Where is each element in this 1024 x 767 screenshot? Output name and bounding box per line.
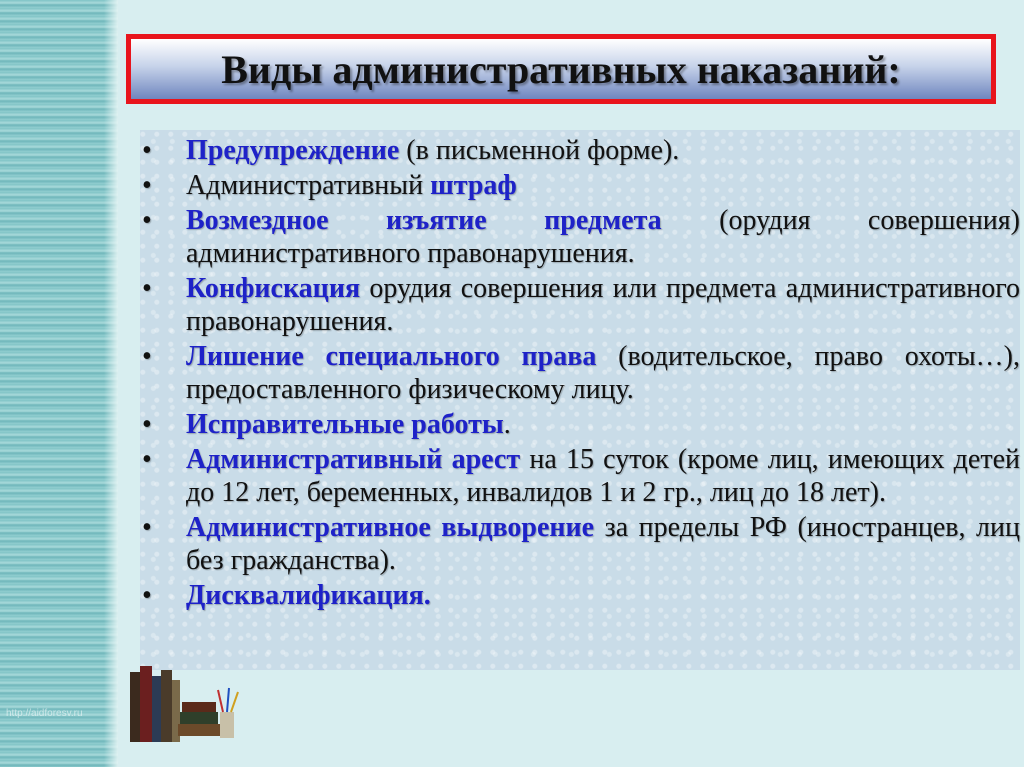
list-item: [140, 579, 1020, 612]
item-text: Административный: [186, 170, 431, 201]
item-keyword: Конфискация: [186, 273, 361, 304]
list-item: [140, 340, 1020, 406]
item-text: (водительское, право охоты…), предоставленного физическому лицу.: [186, 341, 1021, 405]
list-item: [140, 511, 1020, 577]
item-text: (орудия совершения) административного правонарушения.: [186, 205, 1020, 269]
list-item: [140, 408, 1020, 441]
item-keyword: штраф: [430, 170, 517, 201]
item-keyword: Административное выдворение: [186, 512, 595, 543]
item-text: (в письменной форме).: [399, 135, 680, 166]
item-keyword: Лишение специального права: [186, 341, 597, 372]
item-keyword: Предупреждение: [186, 135, 400, 166]
list-item: [140, 204, 1020, 270]
item-text: за пределы РФ (иностранцев, лиц без гражданства).: [186, 512, 1020, 576]
watermark: http://aidforesv.ru: [6, 708, 83, 719]
item-keyword: Административный арест: [186, 444, 521, 475]
list-item: [140, 443, 1020, 509]
item-text: .: [503, 409, 511, 440]
item-keyword: Дисквалификация.: [186, 580, 431, 611]
page-title: Виды административных наказаний:: [221, 46, 901, 92]
item-text: орудия совершения или предмета административного правонарушения.: [186, 273, 1020, 337]
list-item: [140, 272, 1020, 338]
item-text: на 15 суток (кроме лиц, имеющих детей до 12 лет, беременных, инвалидов 1 и 2 гр., лиц до 18 лет).: [186, 444, 1020, 508]
item-keyword: Возмездное изъятие предмета: [186, 205, 662, 236]
item-keyword: Исправительные работы: [186, 409, 504, 440]
decorative-stripe: [0, 0, 118, 767]
list-item: [140, 134, 1020, 167]
books-illustration: [128, 662, 243, 747]
list-item: [140, 169, 1020, 202]
penalties-list: [140, 134, 1020, 614]
title-frame: [126, 34, 996, 104]
